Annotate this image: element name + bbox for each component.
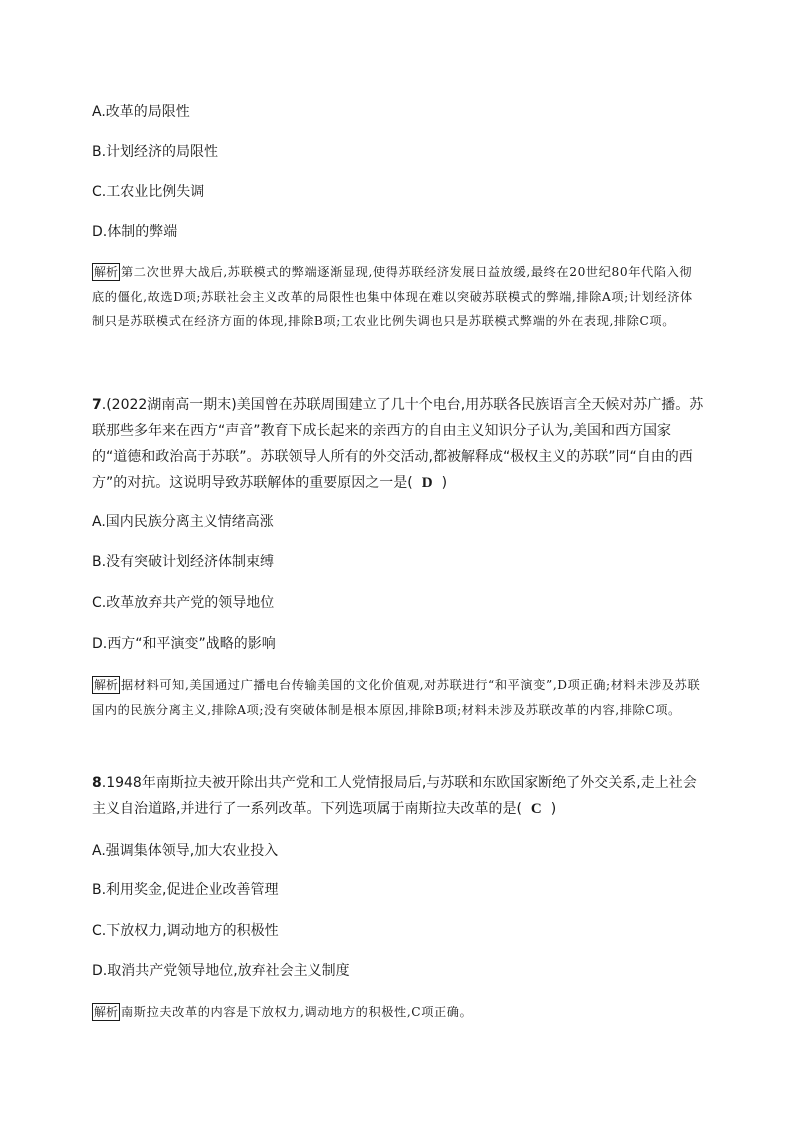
q8-option-b: B.利用奖金,促进企业改善管理	[92, 882, 279, 898]
q6-option-d: D.体制的弊端	[92, 224, 178, 240]
q8-explanation-text: 南斯拉夫改革的内容是下放权力,调动地方的积极性,C项正确。	[121, 1005, 473, 1019]
q7-option-b: B.没有突破计划经济体制束缚	[92, 554, 275, 570]
q7-stem	[92, 392, 704, 496]
q7-option-a: A.国内民族分离主义情绪高涨	[92, 514, 274, 530]
q8-explanation	[92, 1000, 702, 1025]
q7-number: 7	[92, 397, 102, 413]
q7-stem-text: .(2022湖南高一期末)美国曾在苏联周围建立了几十个电台,用苏联各民族语言全天候对苏广播。苏联那些多年来在西方“声音”教育下成长起来的亲西方的自由主义知识分子认为,美国和西方国家的“道德和政治高于苏联”。苏联领导人所有的外交活动,都被解释成“极权主义的苏联”同“自由的西方”的对抗。这说明导致苏联解体的重要原因之一是(	[92, 397, 704, 491]
q6-explanation	[92, 260, 702, 334]
q8-option-d: D.取消共产党领导地位,放弃社会主义制度	[92, 963, 350, 979]
q8-number: 8	[92, 775, 102, 791]
q7-answer: D	[421, 475, 433, 491]
q6-explanation-text: 第二次世界大战后,苏联模式的弊端逐渐显现,使得苏联经济发展日益放缓,最终在20世纪80年代陷入彻底的僵化,故选D项;苏联社会主义改革的局限性也集中体现在难以突破苏联模式的弊端,排除A项;计划经济体制只是苏联模式在经济方面的体现,排除B项;工农业比例失调也只是苏联模式弊端的外在表现,排除C项。	[92, 265, 693, 328]
q7-explanation	[92, 673, 702, 722]
q7-option-c: C.改革放弃共产党的领导地位	[92, 595, 275, 611]
q8-option-c: C.下放权力,调动地方的积极性	[92, 923, 279, 939]
explanation-tag: 解析	[94, 678, 119, 692]
q6-option-a: A.改革的局限性	[92, 104, 190, 120]
q8-answer: C	[530, 801, 542, 817]
q7-stem-close: )	[441, 475, 448, 491]
q7-option-d: D.西方“和平演变”战略的影响	[92, 636, 276, 652]
explanation-tag: 解析	[94, 1005, 119, 1019]
explanation-tag: 解析	[94, 265, 119, 279]
q7-explanation-text: 据材料可知,美国通过广播电台传输美国的文化价值观,对苏联进行“和平演变”,D项正确;材料未涉及苏联国内的民族分离主义,排除A项;没有突破体制是根本原因,排除B项;材料未涉及苏联改革的内容,排除C项。	[92, 678, 701, 717]
q8-stem-close: )	[550, 801, 557, 817]
q8-stem	[92, 770, 704, 822]
q8-stem-text: .1948年南斯拉夫被开除出共产党和工人党情报局后,与苏联和东欧国家断绝了外交关系,走上社会主义自治道路,并进行了一系列改革。下列选项属于南斯拉夫改革的是(	[92, 775, 697, 817]
q6-option-b: B.计划经济的局限性	[92, 144, 219, 160]
q6-option-c: C.工农业比例失调	[92, 184, 205, 200]
q8-option-a: A.强调集体领导,加大农业投入	[92, 843, 279, 859]
